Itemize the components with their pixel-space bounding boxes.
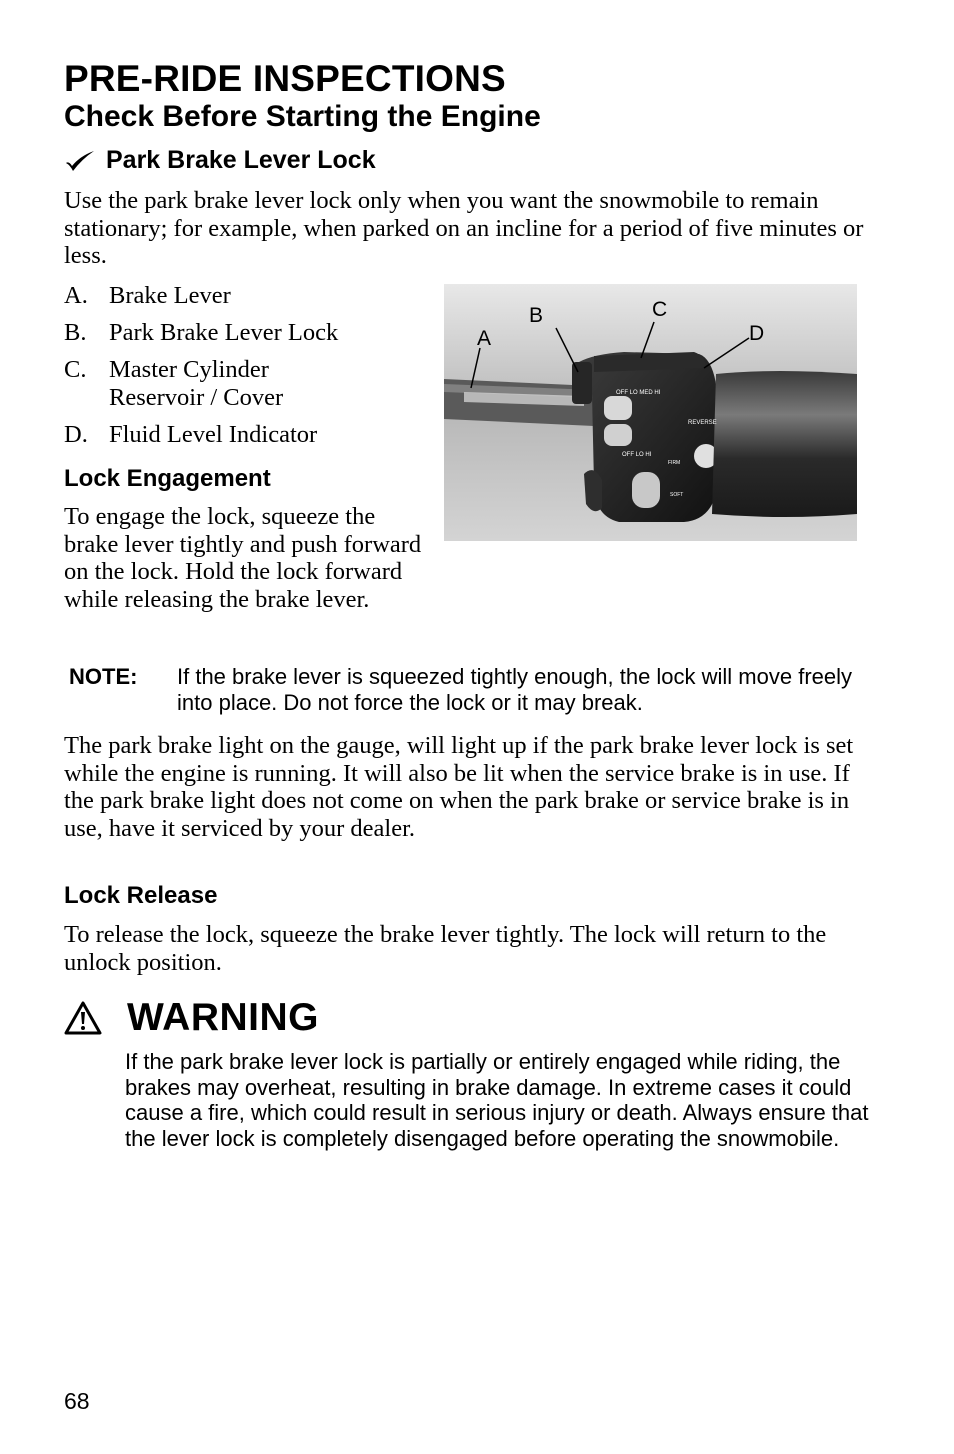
- warning-text: If the park brake lever lock is partially or entirely engaged while riding, the brakes may overheat, resulting in brake damage. In extreme cases it could cause a fire, which could result in serious injury or death. Always ensure that the lever lock is completely disengaged before operating the snowmobile.: [125, 1049, 869, 1151]
- switch-button: [604, 424, 632, 446]
- note-text: If the brake lever is squeezed tightly enough, the lock will move freely into place. Do not force the lock or it may break.: [177, 664, 853, 715]
- callout-b: B: [529, 304, 544, 327]
- checkmark-icon: [64, 150, 96, 172]
- switch-label: SOFT: [670, 492, 684, 498]
- lock-engagement-text: To engage the lock, squeeze the brake lever tightly and push forward on the lock. Hold the lock forward while releasing the brake lever.: [64, 503, 422, 613]
- legend-list: [64, 282, 444, 458]
- legend-item: [64, 421, 444, 449]
- legend-key: D.: [64, 420, 88, 448]
- warning-header: [64, 996, 319, 1040]
- switch-label: REVERSE: [688, 420, 717, 426]
- handlebar-control-photo: [444, 284, 857, 541]
- switch-button: [604, 396, 632, 420]
- legend-text: Master Cylinder Reservoir / Cover: [109, 356, 284, 411]
- switch-label: OFF LO MED HI: [616, 390, 661, 396]
- warning-title: WARNING: [127, 996, 319, 1039]
- lock-engagement-heading: Lock Engagement: [64, 465, 271, 492]
- section-heading-text: Park Brake Lever Lock: [106, 146, 376, 174]
- legend-text: Brake Lever: [109, 282, 231, 309]
- legend-text: Park Brake Lever Lock: [109, 319, 339, 346]
- switch-label: OFF LO HI: [622, 452, 652, 458]
- lock-release-text: To release the lock, squeeze the brake lever tightly. The lock will return to the unlock position.: [64, 921, 827, 976]
- page-title: PRE-RIDE INSPECTIONS: [64, 58, 506, 99]
- lock-release-heading: Lock Release: [64, 882, 218, 909]
- legend-key: A.: [64, 282, 88, 309]
- legend-text: Fluid Level Indicator: [109, 420, 318, 448]
- section-subtitle: Check Before Starting the Engine: [64, 100, 541, 133]
- callout-d: D: [749, 322, 765, 345]
- park-brake-lock: [572, 362, 592, 404]
- hand-grip: [712, 371, 857, 517]
- legend-item: [64, 356, 444, 411]
- legend-item: [64, 282, 444, 310]
- callout-c: C: [652, 298, 668, 321]
- legend-key: B.: [64, 319, 87, 346]
- page-number: 68: [64, 1388, 90, 1414]
- intro-paragraph: Use the park brake lever lock only when you want the snowmobile to remain stationary; for example, when parked on an incline for a period of five minutes or less.: [64, 187, 864, 269]
- note-label: NOTE:: [69, 664, 138, 689]
- legend-item: [64, 319, 444, 347]
- throttle-switch: [632, 472, 660, 508]
- warning-triangle-icon: [64, 1001, 102, 1035]
- callout-a: A: [477, 327, 492, 350]
- section-heading: [64, 146, 376, 175]
- note-block: [69, 664, 889, 716]
- switch-label: FIRM: [668, 460, 681, 466]
- park-light-paragraph: The park brake light on the gauge, will light up if the park brake lever lock is set while the engine is running. It will also be lit when the service brake is in use. If the park brake light does not come on when the park brake or service brake is in use, have it serviced by your dealer.: [64, 732, 854, 842]
- legend-key: C.: [64, 356, 87, 383]
